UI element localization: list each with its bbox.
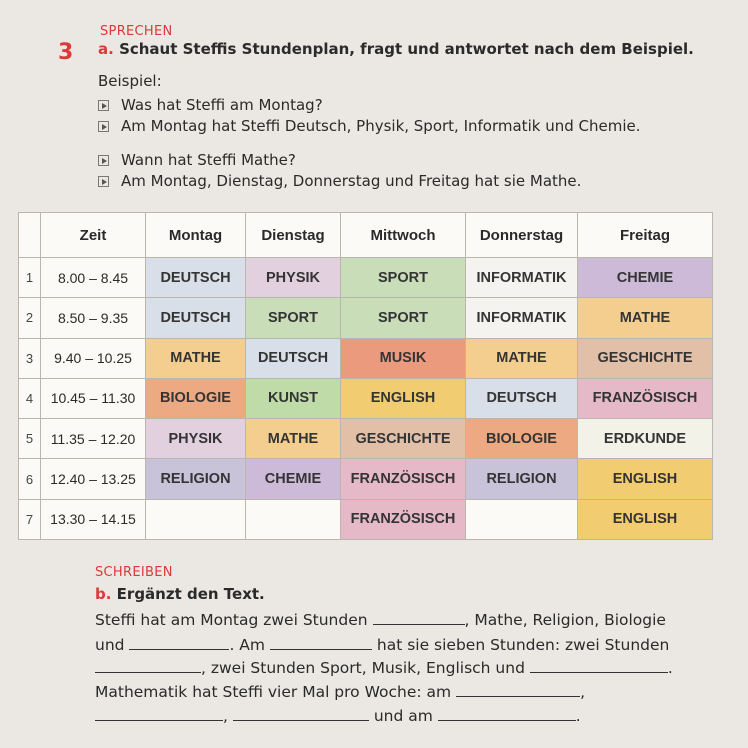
subject-cell: ERDKUNDE [578, 419, 713, 459]
subject-cell: BIOLOGIE [466, 419, 578, 459]
subject-cell: SPORT [341, 298, 466, 338]
timetable-row [19, 459, 713, 499]
exercise-number: 3 [58, 40, 74, 65]
fill-in-blank[interactable] [456, 695, 580, 697]
period-number: 2 [19, 298, 41, 338]
period-number: 7 [19, 499, 41, 539]
task-b-text: Ergänzt den Text. [116, 585, 265, 603]
timetable [18, 212, 713, 540]
subject-cell: MUSIK [341, 338, 466, 378]
gap-text-fragment: und [95, 636, 125, 654]
gap-text-line-2 [95, 636, 669, 654]
subject-cell: PHYSIK [246, 258, 341, 298]
timetable-header-row [19, 213, 713, 258]
period-time: 9.40 – 10.25 [41, 338, 146, 378]
fill-in-blank[interactable] [95, 719, 223, 721]
example-line [98, 172, 581, 190]
gap-text-fragment: , Mathe, Religion, Biologie [464, 611, 666, 629]
subject-cell: CHEMIE [578, 258, 713, 298]
period-time: 8.00 – 8.45 [41, 258, 146, 298]
subject-cell [466, 499, 578, 539]
example-text: Am Montag hat Steffi Deutsch, Physik, Sport, Informatik und Chemie. [121, 117, 641, 135]
subject-cell: SPORT [246, 298, 341, 338]
period-time: 11.35 – 12.20 [41, 419, 146, 459]
gap-text-fragment: , [223, 707, 228, 725]
subject-cell: FRANZÖSISCH [578, 378, 713, 418]
example-line [98, 151, 296, 169]
example-line [98, 96, 323, 114]
subject-cell: ENGLISH [341, 378, 466, 418]
header-cell-empty [19, 213, 41, 258]
subject-cell: INFORMATIK [466, 298, 578, 338]
gap-text-line-5 [95, 707, 581, 725]
gap-text-line-4 [95, 683, 585, 701]
subject-cell: FRANZÖSISCH [341, 499, 466, 539]
subject-cell: GESCHICHTE [341, 419, 466, 459]
audio-play-icon [98, 121, 109, 132]
timetable-row [19, 298, 713, 338]
period-time: 12.40 – 13.25 [41, 459, 146, 499]
task-b-instruction [95, 585, 265, 603]
subject-cell: PHYSIK [146, 419, 246, 459]
task-a-instruction [98, 40, 694, 58]
subject-cell: GESCHICHTE [578, 338, 713, 378]
period-time: 10.45 – 11.30 [41, 378, 146, 418]
timetable-row [19, 499, 713, 539]
period-number: 1 [19, 258, 41, 298]
subject-cell: KUNST [246, 378, 341, 418]
gap-text-fragment: Steffi hat am Montag zwei Stunden [95, 611, 368, 629]
fill-in-blank[interactable] [373, 623, 465, 625]
period-number: 3 [19, 338, 41, 378]
period-time: 13.30 – 14.15 [41, 499, 146, 539]
period-number: 5 [19, 419, 41, 459]
subject-cell: MATHE [578, 298, 713, 338]
period-number: 6 [19, 459, 41, 499]
gap-text-fragment: , [580, 683, 585, 701]
subject-cell [246, 499, 341, 539]
example-line [98, 117, 640, 135]
fill-in-blank[interactable] [95, 671, 201, 673]
subject-cell: DEUTSCH [466, 378, 578, 418]
audio-play-icon [98, 155, 109, 166]
subject-cell: MATHE [466, 338, 578, 378]
subject-cell: RELIGION [466, 459, 578, 499]
subject-cell: ENGLISH [578, 459, 713, 499]
gap-text-fragment: , zwei Stunden Sport, Musik, Englisch und [201, 659, 525, 677]
subject-cell: MATHE [146, 338, 246, 378]
task-a-text: Schaut Steffis Stundenplan, fragt und antwortet nach dem Beispiel. [119, 40, 694, 58]
timetable-row [19, 378, 713, 418]
period-number: 4 [19, 378, 41, 418]
timetable-row [19, 419, 713, 459]
example-label: Beispiel: [98, 72, 162, 90]
section-label-speaking: SPRECHEN [100, 24, 173, 39]
audio-play-icon [98, 176, 109, 187]
subject-cell: DEUTSCH [146, 258, 246, 298]
example-text: Was hat Steffi am Montag? [121, 96, 323, 114]
gap-text-fragment: . Am [229, 636, 265, 654]
header-cell: Montag [146, 213, 246, 258]
header-cell: Zeit [41, 213, 146, 258]
subject-cell: FRANZÖSISCH [341, 459, 466, 499]
fill-in-blank[interactable] [129, 648, 229, 650]
audio-play-icon [98, 100, 109, 111]
subject-cell: DEUTSCH [246, 338, 341, 378]
subject-cell: BIOLOGIE [146, 378, 246, 418]
subject-cell: CHEMIE [246, 459, 341, 499]
gap-text-fragment: und am [373, 707, 433, 725]
subject-cell: SPORT [341, 258, 466, 298]
task-a-letter: a. [98, 40, 114, 58]
subject-cell: INFORMATIK [466, 258, 578, 298]
gap-text-line-1 [95, 611, 666, 629]
subject-cell: RELIGION [146, 459, 246, 499]
timetable-row [19, 258, 713, 298]
gap-text-fragment: . [667, 659, 673, 677]
header-cell: Freitag [578, 213, 713, 258]
header-cell: Dienstag [246, 213, 341, 258]
fill-in-blank[interactable] [270, 648, 372, 650]
fill-in-blank[interactable] [233, 719, 369, 721]
subject-cell [146, 499, 246, 539]
fill-in-blank[interactable] [530, 671, 668, 673]
subject-cell: DEUTSCH [146, 298, 246, 338]
subject-cell: ENGLISH [578, 499, 713, 539]
gap-text-line-3 [95, 659, 673, 677]
header-cell: Mittwoch [341, 213, 466, 258]
period-time: 8.50 – 9.35 [41, 298, 146, 338]
gap-text-fragment: Mathematik hat Steffi vier Mal pro Woche: am [95, 683, 452, 701]
gap-text-fragment: hat sie sieben Stunden: zwei Stunden [376, 636, 670, 654]
subject-cell: MATHE [246, 419, 341, 459]
task-b-letter: b. [95, 585, 112, 603]
section-label-writing: SCHREIBEN [95, 565, 173, 580]
header-cell: Donnerstag [466, 213, 578, 258]
fill-in-blank[interactable] [438, 719, 576, 721]
timetable-row [19, 338, 713, 378]
example-text: Am Montag, Dienstag, Donnerstag und Freitag hat sie Mathe. [121, 172, 582, 190]
gap-text-fragment: . [575, 707, 581, 725]
example-text: Wann hat Steffi Mathe? [121, 151, 296, 169]
